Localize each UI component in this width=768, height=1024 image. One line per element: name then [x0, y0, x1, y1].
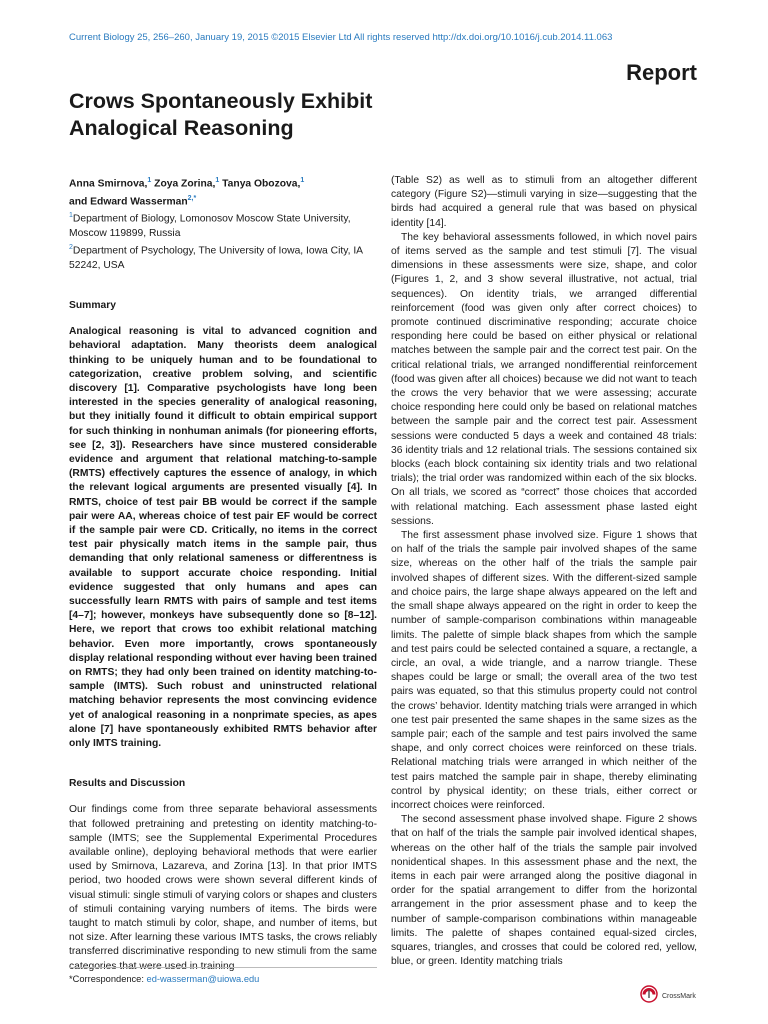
right-column [391, 174, 697, 969]
summary-text: Analogical reasoning is vital to advanced cognition and behavioral adaptation. Many theorists deem analogical thinking to be uniquely human and to be foundational to categorization, creative problem solving, and scientific discovery [1]. Comparative psychologists have long been interested in the species generality of analogical reasoning, but they initially found it difficult to obtain empirical support for such thinking in nonhuman animals (for pioneering efforts, see [2, 3]). Researchers have since mustered considerable evidence and argument that relational matching-to-sample (RMTS) effectively captures the essence of analogy, in which the relevant logical arguments are presented visually [4]. In RMTS, choice of test pair BB would be correct if the sample pair were AA, whereas choice of test pair EF would be correct if the sample pair were CD. Critically, no items in the correct test pair physically match items in the sample pair, thus demanding that only relational sameness or differentness is available to support accurate choice responding. Initial evidence suggested that only humans and apes can successfully learn RMTS with pairs of sample and test items [4–7]; however, monkeys have subsequently done so [8–12]. Here, we report that crows too exhibit relational matching behavior. Even more importantly, crows spontaneously display relational responding without ever having been trained on RMTS; they had only been trained on identity matching-to-sample (IMTS). Such robust and uninstructed relational matching behavior represents the most convincing evidence yet of analogical reasoning in a nonprimate species, as apes alone [7] have spontaneously exhibited RMTS behavior after only IMTS training. [69, 326, 377, 749]
left-column [69, 174, 377, 974]
author-2[interactable]: Zoya Zorina, [151, 178, 216, 190]
correspondence-footnote [69, 967, 377, 984]
crossmark-icon [640, 985, 658, 1008]
right-paragraph-2: The first assessment phase involved size. Figure 1 shows that on half of the trials the sample pair involved shapes of the same size, whereas on the other half of the trials the sample pair involved shapes of different sizes. With the different-sized sample and choice pairs, the large shape always appeared on the left and the small shape always appeared on the right in order to keep the number of sample-comparison combinations within manageable limits. The palette of simple black shapes from which the sample and test pairs could be selected contained a square, a rectangle, a circle, an oval, a wide triangle, and a narrow triangle. These shapes could be large or small; the overall area of the two test pairs was equated, so that this stimulus property could not control the crows’ behavior. Identity matching trials were arranged in which one test pair presented the same shapes in the same sizes as the sample pair; each of the sample and test pairs involved the same shape, and only correct choices were reinforced on these trials. Relational matching trials were arranged in which neither of the test pairs matched the sample pair in shape, thereby eliminating control by physical identity; on these trials, either correct or incorrect choices were reinforced. [391, 530, 697, 811]
section-label: Report [626, 60, 697, 85]
correspondence-label: *Correspondence: [69, 974, 147, 984]
affiliation-2 [69, 241, 377, 273]
author-3-affil[interactable]: 1 [300, 177, 305, 184]
summary-heading: Summary [69, 299, 116, 311]
results-heading: Results and Discussion [69, 778, 186, 790]
author-4-affil[interactable]: 2,* [187, 194, 197, 202]
results-paragraph-1: Our findings come from three separate behavioral assessments that followed pretraining and pretesting on identity matching-to-sample (IMTS; see the Supplemental Experimental Procedures available online), deploying behavioral methods that were earlier used by Smirnova, Lazareva, and Zorina [13]. In that prior IMTS period, two hooded crows were shown several different kinds of visual stimuli: single stimuli of varying colors or shapes and clusters of stimuli containing varying numbers of items. The birds were taught to match stimuli by color, shape, and number of items, but not size. After learning these various IMTS tasks, the crows reliably transferred discriminative responding to new stimuli from the same categories that were used in training [69, 804, 377, 972]
journal-line: Current Biology 25, 256–260, January 19, 2015 ©2015 Elsevier Ltd All rights reserved http://dx.doi.org/10.1016/j.cub.2014.11.063 [69, 32, 613, 43]
author-3[interactable]: Tanya Obozova, [219, 178, 301, 190]
author-1-affil[interactable]: 1 [147, 177, 152, 184]
affiliation-2-text: Department of Psychology, The University of Iowa, Iowa City, IA 52242, USA [69, 245, 363, 271]
right-paragraph-1: The key behavioral assessments followed, in which novel pairs of items served as the sample and test stimuli [7]. The visual dimensions in these assessments were size, shape, and color (Figures 1, 2, and 3 show several illustrative, not actual, trial sequences). On identity trials, we arranged differential reinforcement (food was given only after correct choices) to promote continued discriminative responding; accurate choice responding here could be based on either physical or relational matches between the sample pair and the correct test pair. On the critical relational trials, we arranged nondifferential reinforcement (food was given after all choices) because we did not want to teach the crows the very behavior that we were assessing; accurate choice responding here could only be based on relational matches between the sample pair and the correct test pair. Assessment sessions were conducted 5 days a week and contained 48 trials: 36 identity trials and 12 relational trials. The sessions contained six blocks (each block containing six identity trials and two relational trials); the trial order was randomized within each of the six blocks. On all trials, we scored as “correct” those choices that accorded with relational matching. Each assessment phase lasted eight sessions. [391, 231, 697, 527]
affiliation-1-marker: 1 [69, 212, 73, 220]
author-1[interactable]: Anna Smirnova, [69, 178, 148, 190]
correspondence-email-link[interactable]: ed-wasserman@uiowa.edu [146, 974, 260, 984]
author-2-affil[interactable]: 1 [215, 177, 220, 184]
article-title: Crows Spontaneously Exhibit Analogical Reasoning [69, 89, 373, 140]
affiliation-2-marker: 2 [69, 244, 73, 252]
affiliation-1-text: Department of Biology, Lomonosov Moscow State University, Moscow 119899, Russia [69, 213, 351, 239]
right-paragraph-0: (Table S2) as well as to stimuli from an altogether different category (Figure S2)—stimuli varying in size—suggesting that the birds had acquired a general rule that was based on physical identity [14]. [391, 175, 697, 229]
author-list [69, 174, 377, 209]
affiliation-1 [69, 209, 377, 241]
author-4[interactable]: and Edward Wasserman [69, 196, 188, 208]
right-paragraph-3: The second assessment phase involved shape. Figure 2 shows that on half of the trials the sample pair involved identical shapes, whereas on the other half of the trials the sample pair involved nonidentical shapes. In this assessment phase and the next, the items in each pair were arranged along the positive diagonal in order for the spatial arrangement to differ from the horizontal arrangement in the prior assessment phase and to keep the number of sample-comparison combinations within manageable limits. The palette of shapes contained equal-sized circles, squares, triangles, and crosses that could be colored red, yellow, blue, or green. Identity matching trials [391, 814, 697, 968]
crossmark-badge[interactable] [640, 985, 696, 1008]
crossmark-label: CrossMark [662, 993, 696, 1000]
